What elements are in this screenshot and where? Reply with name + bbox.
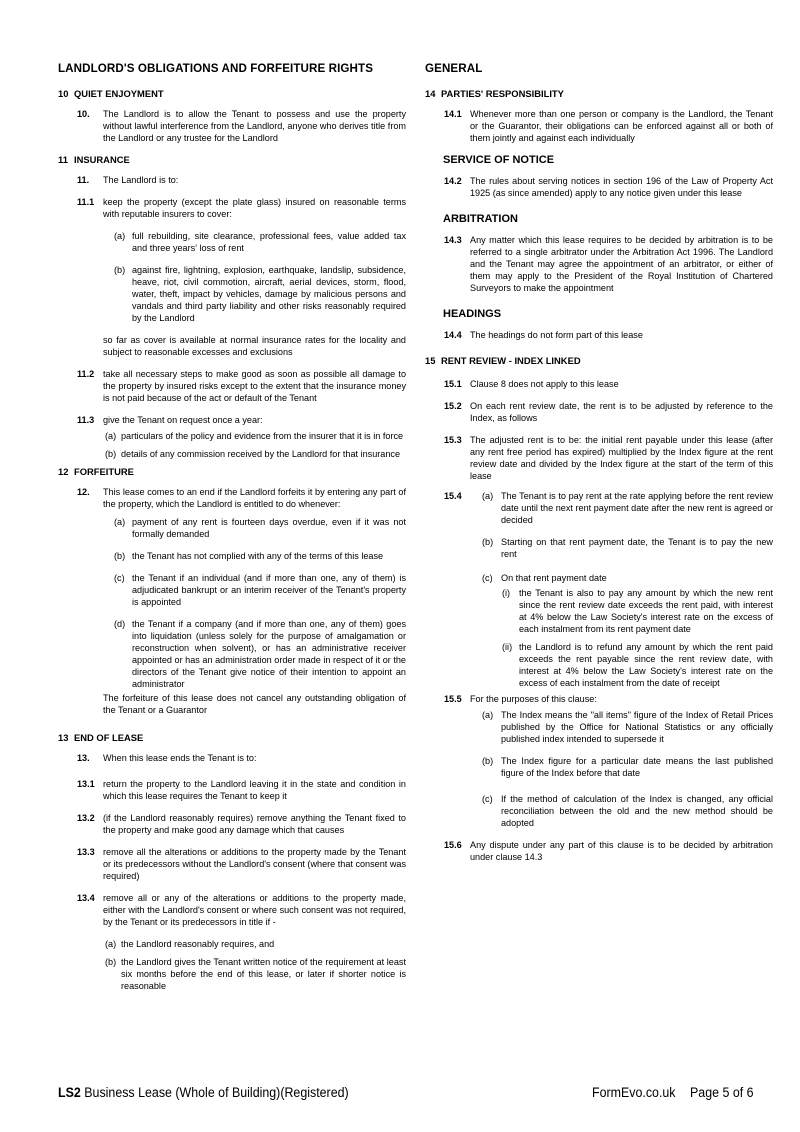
- clause-heading-13: 13 END OF LEASE: [58, 732, 144, 743]
- clause-12-tail: The forfeiture of this lease does not cancel any outstanding obligation of the Tenant or a Guarantor: [103, 693, 406, 715]
- clause-11-1-a: (a) full rebuilding, site clearance, professional fees, value added tax and three years' loss of rent: [114, 231, 406, 253]
- clause-12-d: (d) the Tenant if a company (and if more than one, any of them) goes into liquidation (unless solely for the purpose of amalgamation or reconstruction when solvent), or has an administrative receiver appointed or has an administration order made in respect of it or the directors of the Tenant give notice of their intention to appoint an administrator: [114, 619, 406, 689]
- clause-heading-15: 15 RENT REVIEW - INDEX LINKED: [425, 355, 581, 366]
- clause-heading-14: 14 PARTIES' RESPONSIBILITY: [425, 88, 564, 99]
- section-heading-landlord-obligations: LANDLORD'S OBLIGATIONS AND FORFEITURE RIGHTS: [58, 62, 374, 75]
- footer-site: FormEvo.co.uk: [592, 1085, 676, 1100]
- clause-11-2: 11.2 take all necessary steps to make good as soon as possible all damage to the property by insured risks except to the extent that the insurance money is not paid because of the act or default of the Tenant: [77, 369, 406, 403]
- footer-document-title: [58, 1085, 349, 1100]
- clause-heading-11: 11 INSURANCE: [58, 154, 130, 165]
- right-column: [425, 62, 773, 873]
- clause-12-c: (c) the Tenant if an individual (and if more than one, any of them) is adjudicated bankrupt or an interim receiver of the Tenant's property is appointed: [114, 573, 406, 607]
- clause-11-intro: 11. The Landlord is to:: [77, 175, 179, 185]
- clause-14-2: 14.2 The rules about serving notices in section 196 of the Law of Property Act 1925 (as since amended) apply to any notice given under this lease: [444, 176, 773, 198]
- section-heading-general: GENERAL: [425, 62, 483, 75]
- clause-15-4-a: 15.4 (a) The Tenant is to pay rent at the rate applying before the rent review date until the next rent payment date after the new rent is agreed or decided: [444, 491, 773, 525]
- clause-15-1: 15.1 Clause 8 does not apply to this lease: [444, 379, 619, 389]
- footer-form-title: Business Lease (Whole of Building)(Registered): [84, 1085, 349, 1100]
- clause-15-4-b: (b) Starting on that rent payment date, the Tenant is to pay the new rent: [482, 537, 773, 559]
- footer-form-code: LS2: [58, 1085, 81, 1100]
- clause-13-4-b: (b) the Landlord gives the Tenant written notice of the requirement at least six months before the end of this lease, or later if shorter notice is reasonable: [105, 957, 406, 991]
- clause-13-4: 13.4 remove all or any of the alterations or additions to the property made, either with the Landlord's consent or where such consent was not required, by the Tenant or its predecessors in title if -: [77, 893, 406, 927]
- clause-13-1: 13.1 return the property to the Landlord leaving it in the state and condition in which this lease requires the Tenant to keep it: [77, 779, 406, 801]
- clause-11-3: 11.3 give the Tenant on request once a year:: [77, 415, 263, 425]
- footer-page-number: Page 5 of 6: [690, 1085, 754, 1100]
- subheading-service-of-notice: SERVICE OF NOTICE: [443, 154, 555, 166]
- clause-12-b: (b) the Tenant has not complied with any of the terms of this lease: [114, 551, 384, 561]
- clause-heading-10: 10 QUIET ENJOYMENT: [58, 88, 164, 99]
- clause-13-4-a: (a) the Landlord reasonably requires, and: [105, 939, 275, 949]
- clause-14-1: 14.1 Whenever more than one person or company is the Landlord, the Tenant or the Guarantor, their obligations can be enforced against all or both of them jointly and against each individually: [444, 109, 773, 143]
- clause-14-4: 14.4 The headings do not form part of this lease: [444, 330, 643, 340]
- clause-14-3: 14.3 Any matter which this lease requires to be decided by arbitration is to be referred to a single arbitrator under the Arbitration Act 1996. The Landlord and the Tenant may agree the appointment of an arbitrator, or either of them may apply to the President of the Royal Institution of Chartered Surveyors to make the appointment: [444, 235, 773, 293]
- clause-15-2: 15.2 On each rent review date, the rent is to be adjusted by reference to the Index, as follows: [444, 401, 773, 423]
- clause-11-1-tail: so far as cover is available at normal insurance rates for the locality and subject to reasonable excesses and exclusions: [103, 335, 406, 357]
- clause-15-5-c: (c) If the method of calculation of the Index is changed, any official reconciliation between the old and the new method should be adopted: [482, 794, 773, 828]
- clause-15-6: 15.6 Any dispute under any part of this clause is to be decided by arbitration under clause 14.3: [444, 840, 773, 862]
- clause-15-5-b: (b) The Index figure for a particular date means the last published figure of the Index before that date: [482, 756, 773, 778]
- clause-13-2: 13.2 (if the Landlord reasonably requires) remove anything the Tenant fixed to the property and make good any damage which that causes: [77, 813, 406, 835]
- clause-15-5-a: (a) The Index means the "all items" figure of the Index of Retail Prices published by the Office for National Statistics or any officially published index intended to supersede it: [482, 710, 773, 744]
- subheading-headings: HEADINGS: [443, 308, 502, 320]
- clause-11-1: 11.1 keep the property (except the plate glass) insured on reasonable terms with reputable insurers to cover:: [77, 197, 406, 219]
- clause-11-1-b: (b) against fire, lightning, explosion, earthquake, landslip, subsidence, heave, riot, civil commotion, aircraft, aerial devices, storm, flood, water, theft, impact by vehicles, damage by malicious persons and vandals and third party liability and other risks reasonably required by the Landlord: [114, 265, 406, 323]
- clause-15-3: 15.3 The adjusted rent is to be: the initial rent payable under this lease (after any rent free period has expired) multiplied by the Index figure at the rent review date and divided by the Index figure at the start of the term of this lease: [444, 435, 773, 481]
- clause-15-4-c: (c) On that rent payment date: [482, 573, 607, 583]
- clause-15-5: 15.5 For the purposes of this clause:: [444, 694, 597, 704]
- clause-heading-12: 12 FORFEITURE: [58, 466, 134, 477]
- clause-15-4-c-i: (i) the Tenant is also to pay any amount by which the new rent since the rent review date exceeds the rent paid, with interest at 4% below the Law Society's interest rate on the excess of each instalment from its rent payment date: [502, 588, 773, 634]
- subheading-arbitration: ARBITRATION: [443, 213, 518, 225]
- clause-12-a: (a) payment of any rent is fourteen days overdue, even if it was not formally demanded: [114, 517, 406, 539]
- clause-10: 10. The Landlord is to allow the Tenant to possess and use the property without lawful interference from the Landlord, anyone who derives title from the Landlord or any trustee for the Landlord: [77, 109, 406, 143]
- left-column: [58, 62, 406, 998]
- clause-11-3-a: (a) particulars of the policy and evidence from the insurer that it is in force: [105, 431, 404, 441]
- clause-13-3: 13.3 remove all the alterations or additions to the property made by the Tenant or its predecessors without the Landlord's consent (where that consent was required): [77, 847, 407, 881]
- clause-15-4-c-ii: (ii) the Landlord is to refund any amount by which the rent paid exceeds the rent payable since the rent review date, with interest at 4% below the Law Society's interest rate on the excess of each instalment from the date of receipt: [502, 642, 773, 688]
- clause-12: 12. This lease comes to an end if the Landlord forfeits it by entering any part of the property, which the Landlord is entitled to do whenever:: [77, 487, 406, 509]
- clause-13-intro: 13. When this lease ends the Tenant is to:: [77, 753, 257, 763]
- clause-11-3-b: (b) details of any commission received by the Landlord for that insurance: [105, 449, 401, 459]
